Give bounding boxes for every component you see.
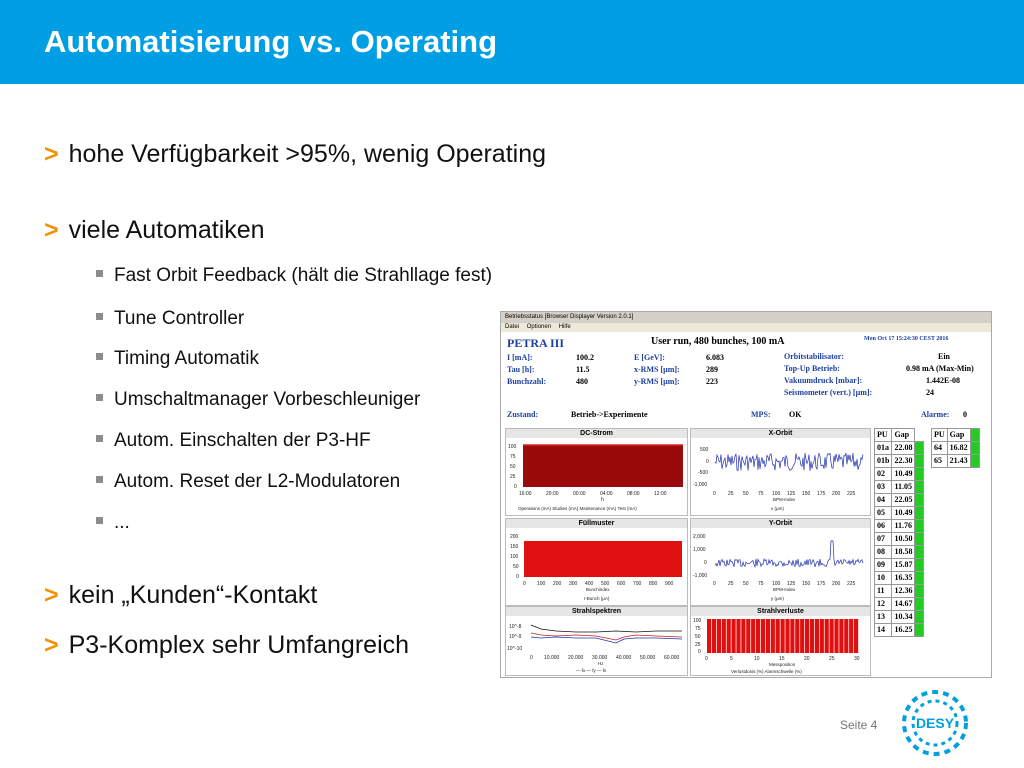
gap-row	[875, 455, 924, 468]
gap-status-cell	[915, 611, 924, 624]
strahlspektren-plot	[506, 607, 687, 675]
y-tick: -500	[698, 470, 709, 476]
panel-dc-strom	[505, 428, 688, 516]
gap-row	[875, 520, 924, 533]
loss-bar	[736, 619, 740, 653]
legend: Operations (mA) Studies (mA) Maintenance (mA) Test (mA)	[518, 506, 637, 511]
gap-status-cell	[915, 546, 924, 559]
param-label: Vakuumdruck [mbar]:	[784, 376, 863, 385]
loss-bar	[790, 619, 794, 653]
gap-cell: 12	[875, 598, 892, 611]
panel-y-orbit	[690, 518, 871, 606]
loss-bar	[834, 619, 838, 653]
x-label: BPM-Index	[773, 497, 796, 502]
x-tick: 150	[802, 491, 811, 497]
x-tick: 16:00	[519, 491, 532, 497]
status-screenshot	[500, 311, 992, 678]
x-tick: 225	[847, 491, 856, 497]
page-number: Seite 4	[840, 718, 878, 732]
gap-cell: 18.58	[892, 546, 915, 559]
param-label: E [GeV]:	[634, 353, 665, 362]
gap-row	[875, 546, 924, 559]
y-tick: 0	[516, 574, 519, 580]
gap-row	[875, 468, 924, 481]
gap-status-cell	[970, 442, 979, 455]
x-tick: 08:00	[627, 491, 640, 497]
bullet-text: P3-Komplex sehr Umfangreich	[68, 631, 410, 659]
loss-bar	[717, 619, 721, 653]
gap-status-cell	[915, 598, 924, 611]
gap-cell: 10.34	[892, 611, 915, 624]
strahlverluste-plot	[691, 607, 870, 675]
x-label: BPM-Index	[773, 587, 796, 592]
panel-title: DC-Strom	[506, 429, 687, 438]
x-tick: 75	[758, 581, 764, 587]
gap-row	[875, 559, 924, 572]
gap-status-cell	[915, 533, 924, 546]
gap-cell: 05	[875, 507, 892, 520]
panel-title: X-Orbit	[691, 429, 870, 438]
gap-header: Gap	[892, 429, 915, 442]
gap-status-cell	[915, 442, 924, 455]
gap-row	[932, 455, 980, 468]
gap-status-cell	[915, 624, 924, 637]
x-tick: 700	[633, 581, 642, 587]
zustand-value: Betrieb->Experimente	[571, 410, 648, 419]
x-tick: 0	[713, 491, 716, 497]
x-orbit-line	[715, 453, 863, 471]
bullet-text: hohe Verfügbarkeit >95%, wenig Operating	[68, 140, 547, 168]
dc-strom-area	[523, 445, 683, 487]
x-tick: 10	[754, 656, 760, 662]
param-label: Orbitstabilisator:	[784, 352, 844, 361]
alarme-value: 0	[963, 410, 967, 419]
y-tick: 0	[704, 560, 707, 566]
datetime: Mon Oct 17 15:24:30 CEST 2016	[864, 336, 949, 342]
gap-row	[875, 507, 924, 520]
gap-cell: 02	[875, 468, 892, 481]
param-label: I [mA]:	[507, 353, 533, 362]
x-label: Hz	[598, 661, 604, 666]
gap-row	[875, 585, 924, 598]
gap-status-cell	[915, 455, 924, 468]
fuellmuster-plot	[506, 519, 687, 605]
gap-status-cell	[915, 507, 924, 520]
loss-bar	[746, 619, 750, 653]
gap-cell: 01b	[875, 455, 892, 468]
param-value: 289	[706, 365, 718, 374]
x-tick: 30.000	[592, 655, 608, 661]
gap-row	[875, 572, 924, 585]
param-label: Tau [h]:	[507, 365, 535, 374]
param-value: 11.5	[576, 365, 590, 374]
y-tick: 50	[695, 634, 701, 640]
gap-cell: 22.05	[892, 494, 915, 507]
gap-header: Gap	[947, 429, 970, 442]
square-bullet-icon	[96, 313, 103, 320]
gap-cell: 04	[875, 494, 892, 507]
square-bullet-icon	[96, 394, 103, 401]
window-menubar	[501, 323, 991, 332]
y-tick: 10^-10	[507, 646, 523, 652]
x-tick: 25	[728, 581, 734, 587]
param-value: 6.083	[706, 353, 724, 362]
run-info: User run, 480 bunches, 100 mA	[651, 336, 785, 347]
loss-bar	[761, 619, 765, 653]
loss-bar	[776, 619, 780, 653]
menu-optionen[interactable]: Optionen	[526, 324, 552, 330]
x-tick: 15	[779, 656, 785, 662]
menu-hilfe[interactable]: Hilfe	[558, 324, 571, 330]
loss-bar	[712, 619, 716, 653]
x-tick: 10.000	[544, 655, 560, 661]
gap-status-cell	[915, 468, 924, 481]
x-tick: 12:00	[654, 491, 667, 497]
gap-cell: 10.49	[892, 468, 915, 481]
gap-row	[875, 598, 924, 611]
gap-cell: 16.25	[892, 624, 915, 637]
y-tick: 25	[695, 642, 701, 648]
loss-bar	[815, 619, 819, 653]
sub-bullet-5	[96, 430, 371, 452]
gap-cell: 10.49	[892, 507, 915, 520]
gap-cell: 10	[875, 572, 892, 585]
gap-cell: 11	[875, 585, 892, 598]
bullet-marker: >	[44, 140, 59, 168]
loss-bar	[732, 619, 736, 653]
gap-row	[875, 611, 924, 624]
gap-cell: 64	[932, 442, 948, 455]
gap-header: PU	[932, 429, 948, 442]
sub-bullet-3	[96, 348, 259, 370]
gap-status-cell	[915, 572, 924, 585]
legend: y (µm)	[771, 596, 784, 601]
y-tick: 0	[706, 459, 709, 465]
sub-bullet-1	[96, 265, 492, 287]
x-tick: 175	[817, 581, 826, 587]
gap-cell: 06	[875, 520, 892, 533]
x-tick: 900	[665, 581, 674, 587]
sub-bullet-6	[96, 471, 400, 493]
bullet-marker: >	[44, 631, 59, 659]
param-value: 223	[706, 377, 718, 386]
gap-cell: 21.43	[947, 455, 970, 468]
param-value: 100.2	[576, 353, 594, 362]
panel-title: Strahlspektren	[506, 607, 687, 616]
gap-cell: 22.30	[892, 455, 915, 468]
bullet-3	[44, 581, 317, 610]
gap-status-cell	[970, 429, 979, 442]
gap-status-cell	[915, 585, 924, 598]
loss-bar	[766, 619, 770, 653]
x-tick: 150	[802, 581, 811, 587]
sub-bullet-text: Umschaltmanager Vorbeschleuniger	[114, 389, 421, 410]
legend: — fx — fy — fs	[576, 668, 607, 673]
gap-cell: 12.36	[892, 585, 915, 598]
gap-row	[875, 442, 924, 455]
panel-x-orbit	[690, 428, 871, 516]
loss-bar	[741, 619, 745, 653]
y-tick: 0	[698, 649, 701, 655]
bullet-marker: >	[44, 581, 59, 609]
x-tick: 20	[804, 656, 810, 662]
x-tick: 100	[537, 581, 546, 587]
loss-bar	[839, 619, 843, 653]
loss-bar	[771, 619, 775, 653]
x-tick: 5	[730, 656, 733, 662]
y-tick: 100	[508, 444, 517, 450]
square-bullet-icon	[96, 517, 103, 524]
y-tick: 75	[510, 454, 516, 460]
y-tick: 100	[693, 618, 702, 624]
y-tick: 10^-8	[509, 624, 522, 630]
window-titlebar: Betriebsstatus [Browser Displayer Version 2.0.1]	[501, 312, 991, 323]
x-tick: 175	[817, 491, 826, 497]
param-label: x-RMS [µm]:	[634, 365, 680, 374]
y-tick: 0	[514, 484, 517, 490]
undulator-gap-table-2	[931, 428, 980, 468]
x-tick: 200	[832, 491, 841, 497]
x-tick: 04:00	[600, 491, 613, 497]
param-label: Seismometer (vert.) [µm]:	[784, 388, 873, 397]
loss-bar	[820, 619, 824, 653]
param-value: 1.442E-08	[926, 376, 960, 385]
menu-datei[interactable]: Datei	[505, 324, 520, 330]
gap-cell: 10.50	[892, 533, 915, 546]
y-tick: 10^-9	[509, 634, 522, 640]
x-tick: 400	[585, 581, 594, 587]
sub-bullet-text: ...	[114, 512, 130, 533]
gap-cell: 11.76	[892, 520, 915, 533]
y-orbit-plot	[691, 519, 870, 605]
loss-bar	[707, 619, 711, 653]
legend: I-Bunch (µA)	[584, 596, 610, 601]
x-tick: 60.000	[664, 655, 680, 661]
y-tick: -1,000	[693, 573, 708, 579]
bullet-1	[44, 140, 546, 169]
x-tick: 20.000	[568, 655, 584, 661]
y-tick: 1,000	[693, 547, 706, 553]
sub-bullet-7	[96, 512, 130, 534]
gap-cell: 14	[875, 624, 892, 637]
loss-bar	[854, 619, 858, 653]
dc-strom-plot	[506, 429, 687, 515]
loss-bar	[756, 619, 760, 653]
gap-row	[875, 624, 924, 637]
panel-strahlverluste	[690, 606, 871, 676]
x-tick: 75	[758, 491, 764, 497]
sub-bullet-2	[96, 308, 244, 330]
loss-bar	[727, 619, 731, 653]
panel-title: Strahlverluste	[691, 607, 870, 616]
square-bullet-icon	[96, 435, 103, 442]
x-tick: 0	[705, 656, 708, 662]
x-tick: 30	[854, 656, 860, 662]
gap-row	[875, 481, 924, 494]
slide-header	[0, 0, 1024, 84]
legend: x (µm)	[771, 506, 784, 511]
mps-label: MPS:	[751, 410, 771, 419]
bullet-4	[44, 631, 409, 660]
y-tick: -1,000	[693, 482, 708, 488]
sub-bullet-text: Timing Automatik	[114, 348, 260, 369]
param-label: y-RMS [µm]:	[634, 377, 680, 386]
x-orbit-plot	[691, 429, 870, 515]
gap-cell: 03	[875, 481, 892, 494]
param-value: 0.98 mA (Max-Min)	[906, 364, 974, 373]
loss-bar	[795, 619, 799, 653]
x-tick: 00:00	[573, 491, 586, 497]
machine-name: PETRA III	[507, 336, 565, 350]
fuellmuster-bars	[524, 541, 682, 577]
desy-logo-icon	[900, 688, 970, 758]
bullet-text: kein „Kunden“-Kontakt	[68, 581, 318, 609]
slide-title: Automatisierung vs. Operating	[44, 24, 498, 59]
loss-bar	[800, 619, 804, 653]
loss-bar	[825, 619, 829, 653]
x-tick: 800	[649, 581, 658, 587]
fx-line	[531, 633, 682, 640]
zustand-label: Zustand:	[507, 410, 539, 419]
alarme-label: Alarme:	[921, 410, 950, 419]
gap-cell: 16.35	[892, 572, 915, 585]
x-tick: 600	[617, 581, 626, 587]
loss-bar	[805, 619, 809, 653]
loss-bar	[722, 619, 726, 653]
x-label: h	[601, 497, 604, 503]
sub-bullet-text: Autom. Einschalten der P3-HF	[114, 430, 371, 451]
logo-text: DESY	[915, 715, 955, 731]
x-tick: 40.000	[616, 655, 632, 661]
strahlverluste-bars	[707, 619, 858, 653]
gap-cell: 22.08	[892, 442, 915, 455]
y-tick: 50	[510, 464, 516, 470]
gap-status-cell	[915, 520, 924, 533]
panel-title: Y-Orbit	[691, 519, 870, 528]
panel-title: Füllmuster	[506, 519, 687, 528]
loss-bar	[751, 619, 755, 653]
gap-cell: 01a	[875, 442, 892, 455]
loss-bar	[844, 619, 848, 653]
gap-status-cell	[915, 494, 924, 507]
x-tick: 200	[832, 581, 841, 587]
x-tick: 0	[523, 581, 526, 587]
gap-row	[875, 494, 924, 507]
loss-bar	[781, 619, 785, 653]
x-tick: 0	[530, 655, 533, 661]
x-tick: 50	[743, 491, 749, 497]
param-label: Bunchzahl:	[507, 377, 547, 386]
x-label: Bunchindex	[586, 587, 610, 592]
gap-cell: 15.87	[892, 559, 915, 572]
gap-row	[932, 442, 980, 455]
gap-status-cell	[915, 429, 924, 442]
x-tick: 500	[601, 581, 610, 587]
y-tick: 150	[510, 544, 519, 550]
x-tick: 100	[772, 581, 781, 587]
gap-status-cell	[970, 455, 979, 468]
gap-header: PU	[875, 429, 892, 442]
undulator-gap-table	[874, 428, 924, 637]
x-tick: 50	[743, 581, 749, 587]
y-tick: 75	[695, 626, 701, 632]
square-bullet-icon	[96, 476, 103, 483]
gap-cell: 16.82	[947, 442, 970, 455]
param-value: Ein	[938, 352, 951, 361]
panel-fuellmuster	[505, 518, 688, 606]
gap-cell: 11.05	[892, 481, 915, 494]
x-tick: 50.000	[640, 655, 656, 661]
y-orbit-line	[715, 541, 863, 567]
y-tick: 25	[510, 474, 516, 480]
gap-cell: 14.67	[892, 598, 915, 611]
x-tick: 20:00	[546, 491, 559, 497]
gap-status-cell	[915, 559, 924, 572]
sub-bullet-text: Autom. Reset der L2-Modulatoren	[114, 471, 401, 492]
gap-cell: 65	[932, 455, 948, 468]
gap-cell: 07	[875, 533, 892, 546]
x-tick: 25	[829, 656, 835, 662]
y-tick: 500	[700, 447, 709, 453]
sub-bullet-4	[96, 389, 420, 411]
bullet-marker: >	[44, 216, 59, 244]
x-tick: 300	[569, 581, 578, 587]
bullet-2	[44, 216, 265, 245]
y-tick: 50	[513, 564, 519, 570]
x-tick: 125	[787, 581, 796, 587]
legend: Verlustdosis (%) Alarmschwelle (%)	[731, 669, 802, 674]
square-bullet-icon	[96, 353, 103, 360]
gap-cell: 08	[875, 546, 892, 559]
param-label: Top-Up Betrieb:	[784, 364, 840, 373]
loss-bar	[830, 619, 834, 653]
square-bullet-icon	[96, 270, 103, 277]
gap-status-cell	[915, 481, 924, 494]
loss-bar	[785, 619, 789, 653]
loss-bar	[810, 619, 814, 653]
panel-strahlspektren	[505, 606, 688, 676]
sub-bullet-text: Fast Orbit Feedback (hält die Strahllage fest)	[114, 265, 493, 286]
x-tick: 0	[713, 581, 716, 587]
gap-cell: 13	[875, 611, 892, 624]
loss-bar	[849, 619, 853, 653]
y-tick: 100	[510, 554, 519, 560]
y-tick: 200	[510, 534, 519, 540]
x-tick: 200	[553, 581, 562, 587]
x-tick: 100	[772, 491, 781, 497]
gap-cell: 09	[875, 559, 892, 572]
mps-value: OK	[789, 410, 802, 419]
y-tick: 2,000	[693, 534, 706, 540]
param-value: 24	[926, 388, 934, 397]
x-tick: 125	[787, 491, 796, 497]
x-label: Messposition	[769, 662, 796, 667]
gap-row	[875, 533, 924, 546]
fs-line	[531, 625, 682, 632]
x-tick: 225	[847, 581, 856, 587]
sub-bullet-text: Tune Controller	[114, 308, 245, 329]
x-tick: 25	[728, 491, 734, 497]
param-value: 480	[576, 377, 588, 386]
bullet-text: viele Automatiken	[68, 216, 265, 244]
